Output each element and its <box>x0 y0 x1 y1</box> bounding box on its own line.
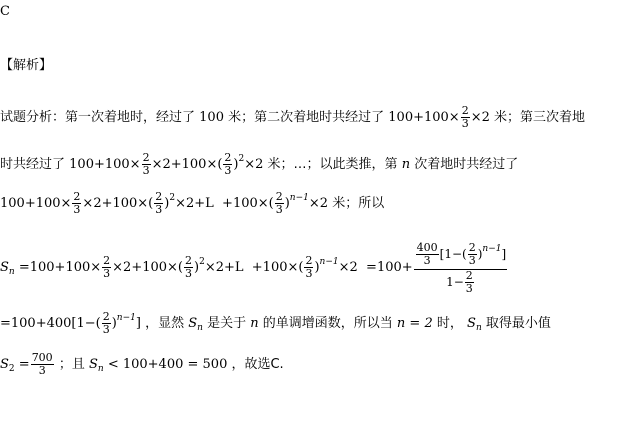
analysis-label: 【解析】 <box>0 58 53 73</box>
fraction-400-thirds: $\frac{400}{3}$ <box>416 240 438 267</box>
big-fraction-sum-formula: $\frac{400}{3}$ [1−( $\frac{2}{3}$ )$^{n-1}$] 1− $\frac{2}{3}$ <box>414 241 508 295</box>
fraction-two-thirds: $\frac{2}{3}$ <box>275 190 283 216</box>
fraction-two-thirds: $\frac{2}{3}$ <box>73 190 81 216</box>
fraction-two-thirds: $\frac{2}{3}$ <box>102 310 110 336</box>
solution-line-2: 时共经过了 100+100× $\frac{2}{3}$ ×2+100×( $\frac{2}{3}$ )$^2$×2 米；…；以此类推，第 n 次着地时共经过了 <box>0 151 519 177</box>
solution-line-5: =100+400[1−( $\frac{2}{3}$ )$^{n-1}$] ，显然 $S_n$ 是关于 n 的单调增函数，所以当 n = 2 时， $S_n$ 取得最小值 <box>0 310 551 336</box>
fraction-two-thirds: $\frac{2}{3}$ <box>461 104 469 130</box>
fraction-two-thirds: $\frac{2}{3}$ <box>465 268 473 295</box>
fraction-two-thirds: $\frac{2}{3}$ <box>103 254 111 280</box>
solution-line-3: 100+100× $\frac{2}{3}$ ×2+100×( $\frac{2}{3}$ )$^2$×2+L +100×( $\frac{2}{3}$ )$^{n-1}$×2 米；所以 <box>0 190 385 216</box>
fraction-two-thirds: $\frac{2}{3}$ <box>305 254 313 280</box>
solution-line-4: $S_n =100+100\times$ $\frac{2}{3}$ ×2+100×( $\frac{2}{3}$ )$^2$×2+L +100×( $\frac{2}{3}$ )$^{n-1}$×2 =100+ $\frac{400}{3}$ [1−( $\frac{2}{3}$ )$^{n-1}$] 1− $\frac{2}{3}$ <box>0 240 507 295</box>
fraction-two-thirds: $\frac{2}{3}$ <box>468 240 476 267</box>
fraction-two-thirds: $\frac{2}{3}$ <box>142 151 150 177</box>
solution-line-6: $S_2$ = $\frac{700}{3}$ ；且 $S_n < 100+400 = 500$ ，故选C. <box>0 351 284 377</box>
fraction-700-thirds: $\frac{700}{3}$ <box>31 351 53 377</box>
fraction-two-thirds: $\frac{2}{3}$ <box>185 254 192 280</box>
solution-line-1: 试题分析：第一次着地时，经过了 100 米；第二次着地时共经过了 100+100× $\frac{2}{3}$ ×2 米；第三次着地 <box>0 104 586 130</box>
fraction-two-thirds: $\frac{2}{3}$ <box>155 190 163 216</box>
answer-letter: C <box>0 4 10 19</box>
fraction-two-thirds: $\frac{2}{3}$ <box>224 151 232 177</box>
